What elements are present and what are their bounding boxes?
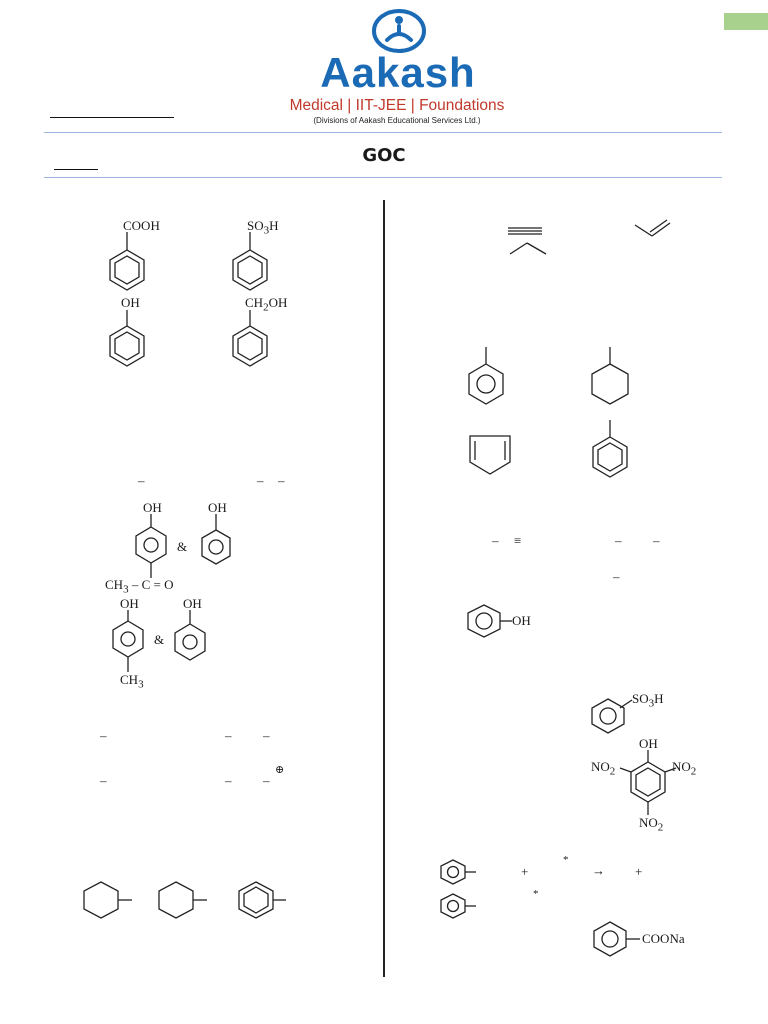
- skeletal-alkyne: [508, 228, 546, 254]
- methylcyclohexane: [592, 347, 628, 404]
- cyclohexyl-2: [159, 882, 207, 918]
- benzenesulfonic-acid-ring: [233, 232, 267, 290]
- label-cooh: COOH: [123, 218, 160, 233]
- label-so3h: $SO_3H$: [247, 218, 279, 237]
- phenol-ring-1: [110, 310, 144, 366]
- star-1: *: [563, 854, 569, 866]
- page-title: GOC: [362, 145, 406, 166]
- phenyl-small-2: [441, 894, 476, 918]
- label-ch2oh: $CH_2OH$: [245, 295, 288, 314]
- label-ch3: $CH_3$: [120, 672, 144, 691]
- brand-tagline: Medical | IIT-JEE | Foundations: [289, 97, 505, 114]
- triple-bond: ≡: [514, 533, 522, 548]
- dash-10: –: [492, 533, 499, 548]
- skeletal-propene: [635, 220, 670, 236]
- phenol-ring-2: [202, 514, 230, 564]
- sodium-benzoate: [594, 922, 640, 956]
- dash-12: –: [653, 533, 660, 548]
- dash-7: –: [100, 773, 107, 788]
- ampersand-2: &: [154, 632, 165, 647]
- dash-11: –: [615, 533, 622, 548]
- star-2: *: [533, 888, 539, 900]
- dash-9: –: [263, 773, 270, 788]
- label-so3h-right: $SO_3H$: [632, 691, 664, 710]
- label-picric-oh: OH: [639, 736, 658, 751]
- label-no2-right: $NO_2$: [672, 759, 697, 778]
- dash-6: –: [263, 728, 270, 743]
- label-coona: COONa: [642, 931, 685, 946]
- cyclopentadiene: [470, 436, 510, 474]
- label-oh-e: OH: [183, 596, 202, 611]
- toluene: [469, 347, 503, 404]
- phenyl-group: [239, 882, 286, 918]
- benzenesulfonic-acid-right: [592, 699, 632, 733]
- toluene-2: [593, 420, 627, 477]
- p-cresol-ring: [113, 610, 143, 672]
- label-no2-left: $NO_2$: [591, 759, 616, 778]
- plus-1: +: [521, 864, 529, 879]
- reaction-arrow: →: [592, 863, 605, 878]
- benzyl-alcohol-ring: [233, 310, 267, 366]
- benzoic-acid-ring: [110, 232, 144, 290]
- oplus-sign: ⊕: [275, 764, 285, 776]
- label-oh-b: OH: [143, 500, 162, 515]
- phenol-ring-3: [175, 610, 205, 660]
- hydroxyacetophenone-ring: [136, 514, 166, 578]
- ampersand-1: &: [177, 539, 188, 554]
- label-phenol-oh: OH: [512, 613, 531, 628]
- phenol-right: [468, 605, 512, 637]
- dash-4: –: [100, 728, 107, 743]
- brand-name: Aakash: [320, 49, 476, 96]
- dash-5: –: [225, 728, 232, 743]
- dash-1: –: [138, 473, 145, 488]
- dash-13: –: [613, 569, 620, 584]
- phenyl-small-1: [441, 860, 476, 884]
- picric-acid: [620, 750, 676, 815]
- dash-8: –: [225, 773, 232, 788]
- plus-2: +: [635, 864, 643, 879]
- brand-division: (Divisions of Aakash Educational Services Ltd.): [313, 116, 481, 125]
- label-oh-d: OH: [120, 596, 139, 611]
- label-oh-c: OH: [208, 500, 227, 515]
- cyclohexyl-1: [84, 882, 132, 918]
- dash-2: –: [257, 473, 264, 488]
- label-oh-a: OH: [121, 295, 140, 310]
- label-no2-bottom: $NO_2$: [639, 815, 664, 834]
- dash-3: –: [278, 473, 285, 488]
- label-acetyl: $CH_3 - C = O$: [105, 577, 174, 596]
